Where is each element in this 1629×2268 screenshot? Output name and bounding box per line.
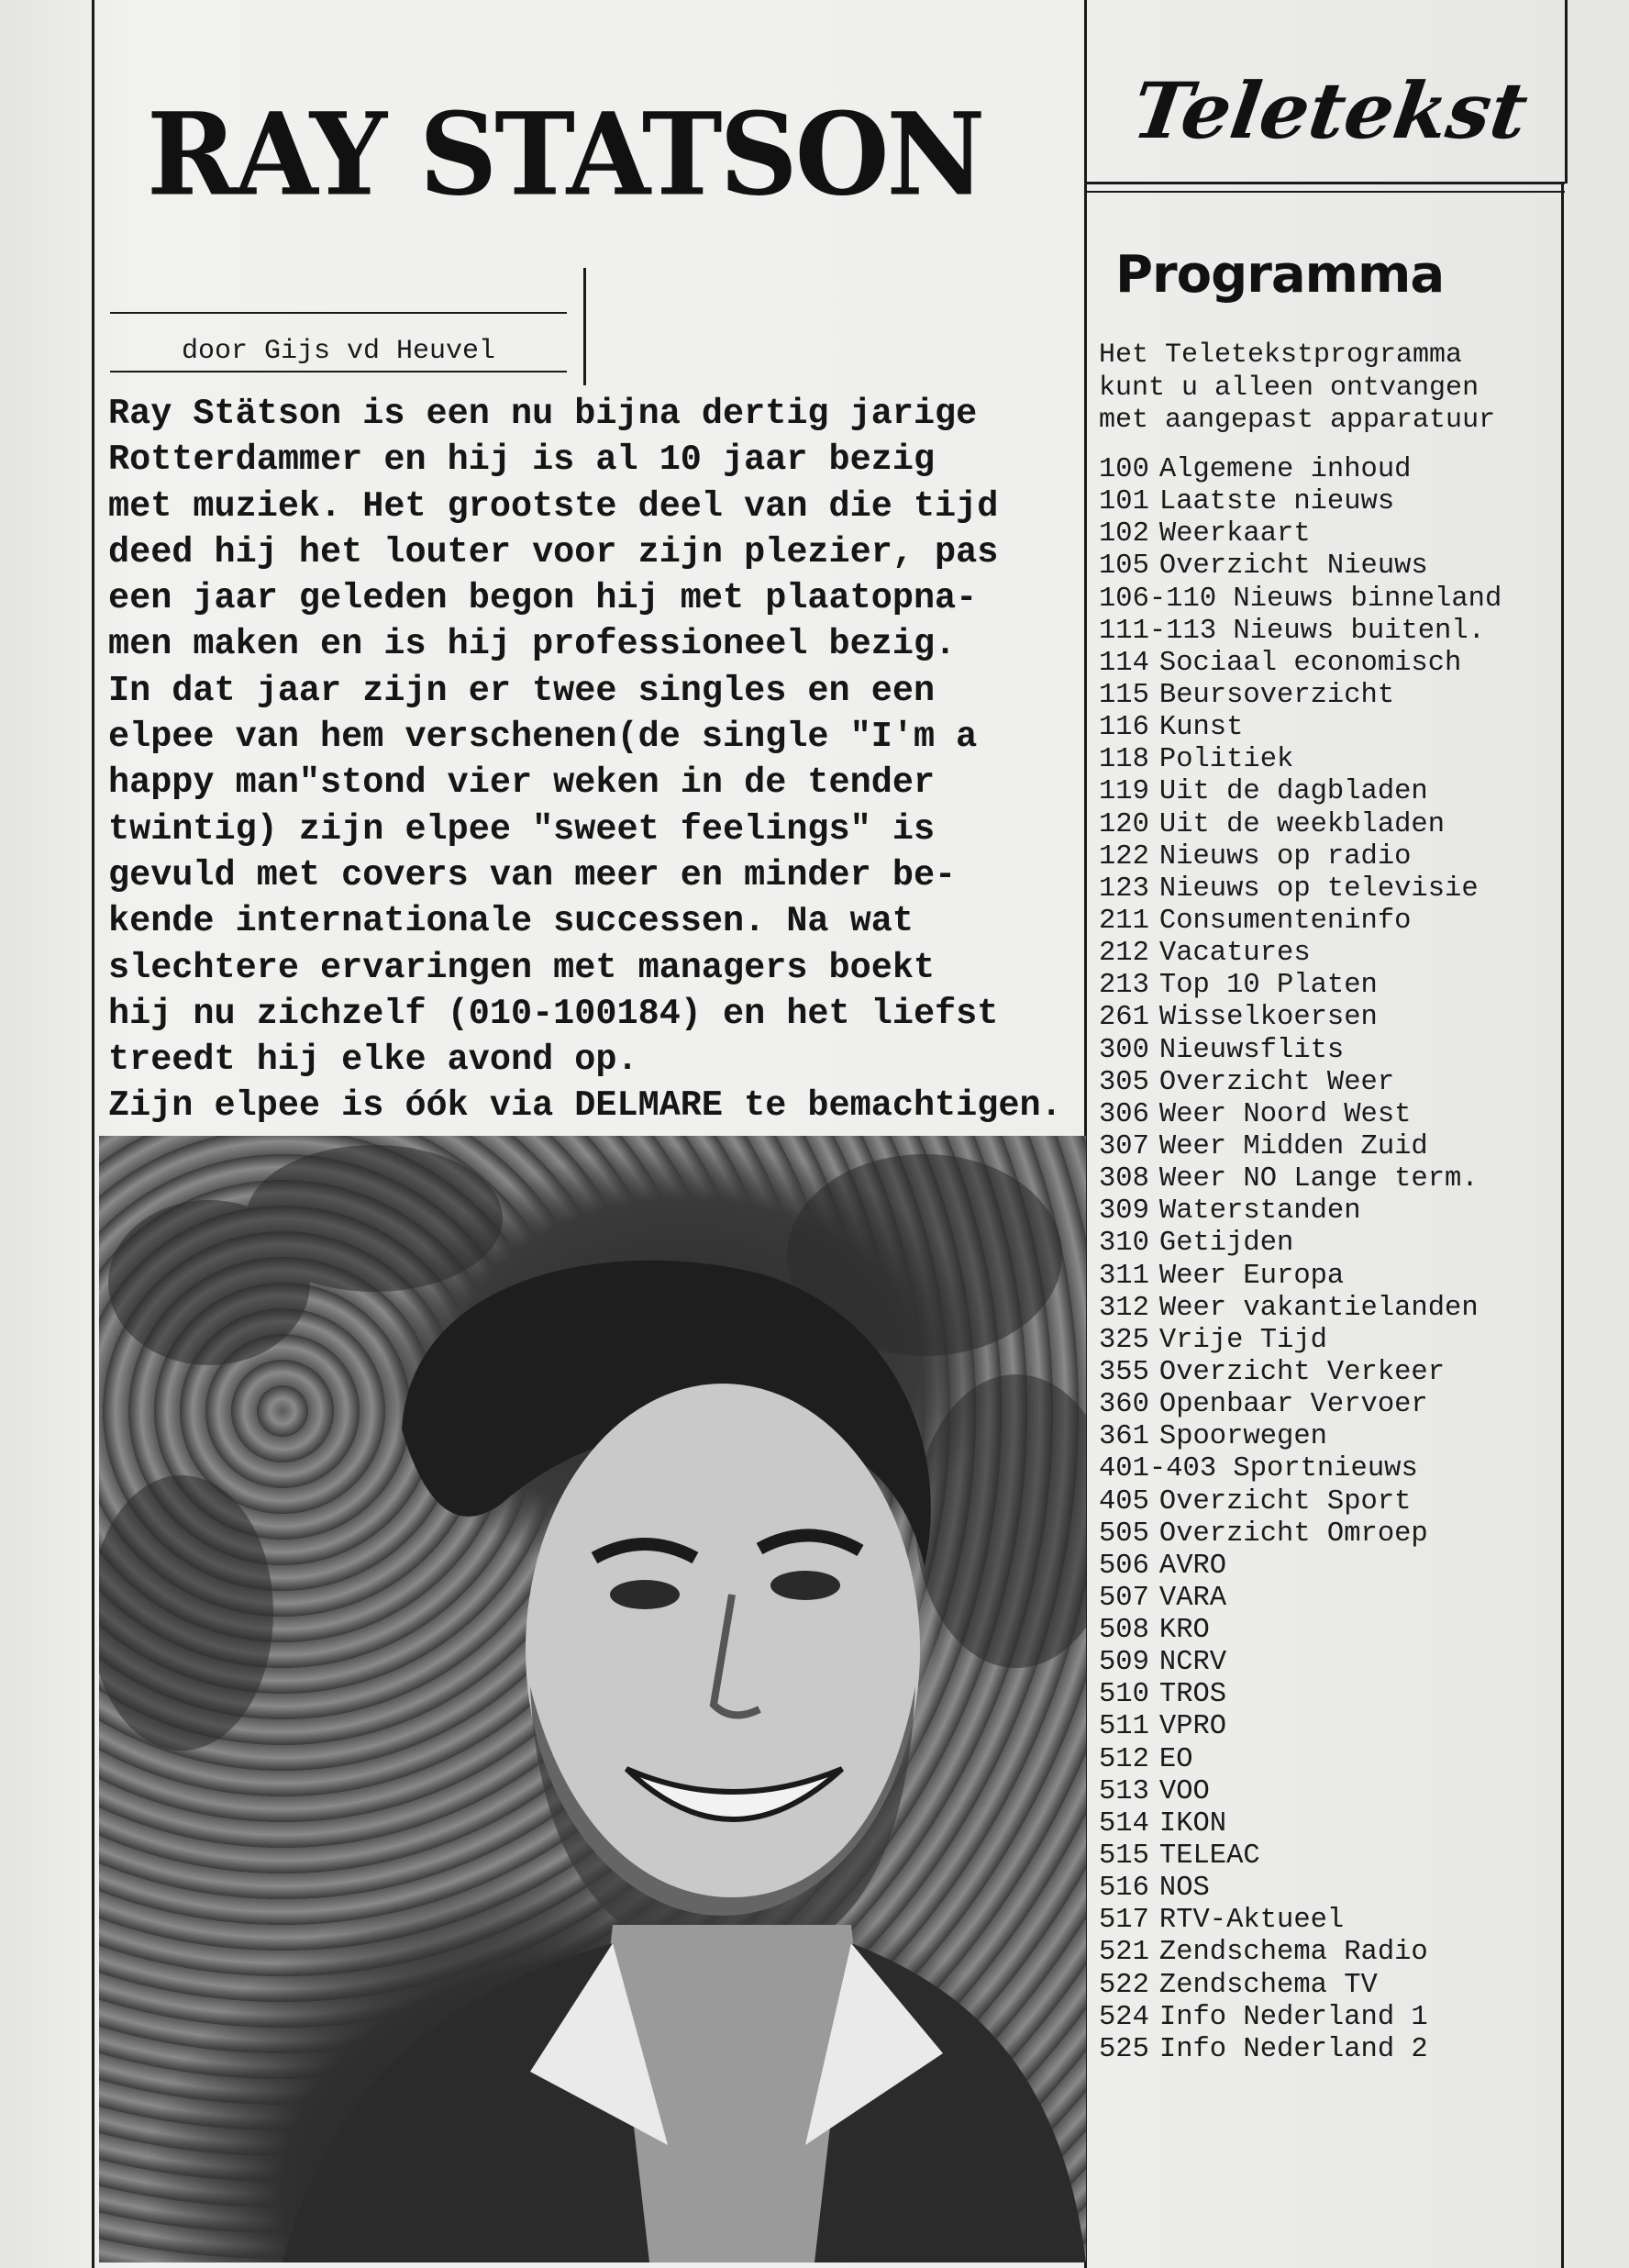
- page-label: Info Nederland 2: [1158, 2033, 1428, 2065]
- teletekst-page-item: [1099, 680, 1576, 712]
- teletekst-page-item: [1099, 1035, 1576, 1067]
- teletekst-page-item: [1099, 1937, 1576, 1969]
- teletekst-page-item: [1099, 1551, 1576, 1583]
- page-number: 508: [1099, 1615, 1149, 1647]
- page-label: Kunst: [1158, 712, 1244, 744]
- page-number: 308: [1099, 1163, 1149, 1195]
- intro-line: Het Teletekstprogramma: [1099, 339, 1463, 371]
- teletekst-page-item: [1099, 1711, 1576, 1743]
- article-line: men maken en is hij professioneel bezig.: [108, 624, 957, 665]
- page-number: 105: [1099, 550, 1149, 583]
- teletekst-page-item: [1099, 1421, 1576, 1453]
- page-label: Weer Noord West: [1158, 1098, 1412, 1130]
- page-title: RAY STATSON: [147, 86, 983, 221]
- page-label: Algemene inhoud: [1158, 454, 1412, 485]
- programma-intro: [1099, 339, 1576, 438]
- page-number: 514: [1099, 1807, 1149, 1840]
- article-line: hij nu zichzelf (010-100184) en het liefst: [108, 993, 999, 1034]
- article-line: Rotterdammer en hij is al 10 jaar bezig: [108, 439, 936, 481]
- teletekst-page-item: [1099, 1970, 1576, 2002]
- teletekst-page-item: [1099, 970, 1576, 1002]
- page-label: VPRO: [1158, 1711, 1227, 1743]
- teletekst-page-item: [1099, 1067, 1576, 1099]
- teletekst-page-item: [1099, 744, 1576, 776]
- teletekst-page-item: [1099, 1131, 1576, 1163]
- page-label: Vrije Tijd: [1158, 1324, 1327, 1356]
- teletekst-page-item: [1099, 873, 1576, 906]
- page-number: 261: [1099, 1002, 1149, 1034]
- right-frame-line: [1565, 0, 1568, 183]
- page-label: NOS: [1158, 1873, 1210, 1905]
- page-label: VARA: [1158, 1582, 1227, 1614]
- teletekst-page-item: [1099, 1615, 1576, 1647]
- teletekst-page-item: [1099, 1486, 1576, 1518]
- page-label: IKON: [1158, 1807, 1227, 1840]
- page-label: AVRO: [1158, 1550, 1227, 1582]
- page-label: Zendschema Radio: [1158, 1937, 1428, 1969]
- teletekst-page-item: [1099, 1518, 1576, 1551]
- page-label: Weer vakantielanden: [1158, 1292, 1479, 1324]
- teletekst-page-item: [1099, 712, 1576, 744]
- article-line: happy man"stond vier weken in de tender: [108, 762, 936, 804]
- page-label: Wisselkoersen: [1158, 1002, 1378, 1034]
- page-label: Vacatures: [1158, 938, 1311, 970]
- teletekst-page-item: [1099, 841, 1576, 873]
- intro-line: kunt u alleen ontvangen: [1099, 372, 1479, 404]
- page-label: Beursoverzicht: [1158, 679, 1395, 711]
- teletekst-page-item: [1099, 1389, 1576, 1421]
- teletekst-page-item: [1099, 938, 1576, 970]
- teletekst-page-item: [1099, 1647, 1576, 1679]
- page-number: 521: [1099, 1937, 1149, 1969]
- page-number: 212: [1099, 938, 1149, 970]
- header-rule-double: [1084, 191, 1565, 193]
- article-line: twintig) zijn elpee "sweet feelings" is: [108, 808, 936, 850]
- page-number: 510: [1099, 1679, 1149, 1711]
- page-label: VOO: [1158, 1775, 1210, 1807]
- article-line: treedt hij elke avond op.: [108, 1040, 638, 1081]
- page-label: NCRV: [1158, 1647, 1227, 1679]
- page-number: 307: [1099, 1130, 1149, 1162]
- page-label: Overzicht Sport: [1158, 1485, 1412, 1518]
- page-label: Openbaar Vervoer: [1158, 1389, 1428, 1421]
- teletekst-page-item: [1099, 2034, 1576, 2066]
- teletekst-page-item: [1099, 486, 1576, 518]
- page-number: 312: [1099, 1292, 1149, 1324]
- page-label: Laatste nieuws: [1158, 486, 1395, 518]
- page-number: 525: [1099, 2033, 1149, 2065]
- page-number: 300: [1099, 1034, 1149, 1066]
- teletekst-page-item: [1099, 1357, 1576, 1389]
- programma-heading: Programma: [1115, 245, 1445, 305]
- teletekst-page-item: [1099, 1840, 1576, 1873]
- byline-top-rule: [110, 312, 567, 314]
- teletekst-page-item: [1099, 1163, 1576, 1195]
- page-label: EO: [1158, 1743, 1193, 1775]
- page-number: 522: [1099, 1969, 1149, 2001]
- teletekst-page-item: [1099, 1293, 1576, 1325]
- page-label: Zendschema TV: [1158, 1969, 1378, 2001]
- left-frame-line: [92, 0, 94, 2268]
- page-number: 325: [1099, 1324, 1149, 1356]
- page-label: Weer Europa: [1158, 1260, 1345, 1292]
- teletekst-page-item: [1099, 1325, 1576, 1357]
- page-label: Waterstanden: [1158, 1195, 1361, 1228]
- teletekst-page-item: [1099, 1099, 1576, 1131]
- article-line: met muziek. Het grootste deel van die tijd: [108, 485, 999, 527]
- teletekst-page-item: [1099, 1905, 1576, 1937]
- portrait-illustration: [99, 1136, 1086, 2262]
- byline-bottom-rule: [110, 371, 567, 372]
- page-label: Getijden: [1158, 1228, 1294, 1260]
- teletekst-page-list: [1099, 454, 1576, 2066]
- teletekst-page-item: [1099, 1583, 1576, 1615]
- page-number: 115: [1099, 679, 1149, 711]
- teletekst-page-item: [1099, 776, 1576, 808]
- page-label: Weerkaart: [1158, 518, 1311, 550]
- teletekst-page-item: [1099, 1808, 1576, 1840]
- header-rule: [1084, 182, 1565, 184]
- page-label: Info Nederland 1: [1158, 2001, 1428, 2033]
- teletekst-page-item: [1099, 584, 1576, 616]
- teletekst-page-item: [1099, 616, 1576, 648]
- article-body: [108, 391, 1080, 1129]
- page-number: 106-110: [1099, 583, 1217, 615]
- teletekst-page-item: [1099, 1195, 1576, 1228]
- article-line: slechtere ervaringen met managers boekt: [108, 947, 936, 988]
- page-number: 114: [1099, 647, 1149, 679]
- page-label: Spoorwegen: [1158, 1421, 1327, 1453]
- page-label: Weer NO Lange term.: [1158, 1163, 1479, 1195]
- page-number: 517: [1099, 1905, 1149, 1937]
- page-number: 306: [1099, 1098, 1149, 1130]
- page-number: 360: [1099, 1389, 1149, 1421]
- page-number: 120: [1099, 808, 1149, 840]
- page-number: 311: [1099, 1260, 1149, 1292]
- page-label: Overzicht Verkeer: [1158, 1356, 1446, 1388]
- page-number: 116: [1099, 712, 1149, 744]
- page-number: 100: [1099, 454, 1149, 485]
- page-number: 506: [1099, 1550, 1149, 1582]
- portrait-photo: [99, 1136, 1086, 2262]
- page-label: Overzicht Omroep: [1158, 1518, 1428, 1550]
- teletekst-page-item: [1099, 454, 1576, 486]
- article-line: Zijn elpee is óók via DELMARE te bemachtigen.: [108, 1085, 1062, 1127]
- page-number: 512: [1099, 1743, 1149, 1775]
- teletekst-page-item: [1099, 1228, 1576, 1260]
- teletekst-page-item: [1099, 1679, 1576, 1711]
- intro-line: met aangepast apparatuur: [1099, 405, 1496, 436]
- page-label: Consumenteninfo: [1158, 905, 1412, 937]
- page-number: 524: [1099, 2001, 1149, 2033]
- page-number: 305: [1099, 1066, 1149, 1098]
- page-label: Uit de dagbladen: [1158, 776, 1428, 808]
- page-label: RTV-Aktueel: [1158, 1905, 1345, 1937]
- page-number: 101: [1099, 486, 1149, 518]
- teletekst-page-item: [1099, 1002, 1576, 1034]
- page-label: Overzicht Nieuws: [1158, 550, 1428, 583]
- byline-side-rule: [583, 268, 586, 385]
- teletekst-logo: Teletekst: [1127, 65, 1534, 156]
- page-label: KRO: [1158, 1615, 1210, 1647]
- teletekst-page-item: [1099, 550, 1576, 583]
- page-number: 511: [1099, 1711, 1149, 1743]
- page-label: TROS: [1158, 1679, 1227, 1711]
- article-line: een jaar geleden begon hij met plaatopna-: [108, 578, 978, 619]
- page-label: Weer Midden Zuid: [1158, 1130, 1428, 1162]
- teletekst-page-item: [1099, 906, 1576, 938]
- page-number: 102: [1099, 518, 1149, 550]
- teletekst-page-item: [1099, 648, 1576, 680]
- page-label: Sociaal economisch: [1158, 647, 1462, 679]
- page-number: 211: [1099, 905, 1149, 937]
- article-line: deed hij het louter voor zijn plezier, pas: [108, 531, 999, 573]
- page-label: Nieuws op televisie: [1158, 873, 1479, 905]
- page-number: 361: [1099, 1421, 1149, 1453]
- teletekst-page-item: [1099, 1744, 1576, 1776]
- article-line: In dat jaar zijn er twee singles en een: [108, 670, 936, 711]
- teletekst-page-item: [1099, 1261, 1576, 1293]
- page-number: 513: [1099, 1775, 1149, 1807]
- byline: door Gijs vd Heuvel: [181, 336, 496, 367]
- page-number: 509: [1099, 1647, 1149, 1679]
- page-number: 123: [1099, 873, 1149, 905]
- teletekst-page-item: [1099, 1776, 1576, 1808]
- page-number: 401-403: [1099, 1453, 1217, 1485]
- page-number: 310: [1099, 1228, 1149, 1260]
- page-number: 505: [1099, 1518, 1149, 1550]
- page-number: 118: [1099, 744, 1149, 776]
- page-number: 515: [1099, 1840, 1149, 1873]
- page-label: Top 10 Platen: [1158, 970, 1378, 1002]
- page-number: 119: [1099, 776, 1149, 808]
- page-label: Sportnieuws: [1233, 1453, 1418, 1485]
- teletekst-page-item: [1099, 518, 1576, 550]
- page-label: Nieuws binneland: [1233, 583, 1502, 615]
- page-label: Nieuws buitenl.: [1233, 615, 1485, 647]
- page-number: 405: [1099, 1485, 1149, 1518]
- teletekst-page-item: [1099, 1453, 1576, 1485]
- teletekst-page-item: [1099, 1873, 1576, 1905]
- page-number: 507: [1099, 1582, 1149, 1614]
- page-label: Politiek: [1158, 744, 1294, 776]
- teletekst-page-item: [1099, 809, 1576, 841]
- teletekst-page-item: [1099, 2002, 1576, 2034]
- article-line: Ray Stätson is een nu bijna dertig jarige: [108, 394, 978, 434]
- page-number: 309: [1099, 1195, 1149, 1228]
- article-line: elpee van hem verschenen(de single "I'm a: [108, 717, 978, 758]
- page-number: 111-113: [1099, 615, 1217, 647]
- article-line: kende internationale successen. Na wat: [108, 901, 914, 942]
- page-label: Nieuws op radio: [1158, 840, 1412, 873]
- article-line: gevuld met covers van meer en minder be-: [108, 854, 957, 895]
- page-label: TELEAC: [1158, 1840, 1260, 1873]
- page-number: 213: [1099, 970, 1149, 1002]
- page-label: Overzicht Weer: [1158, 1066, 1395, 1098]
- page-number: 355: [1099, 1356, 1149, 1388]
- page-label: Uit de weekbladen: [1158, 808, 1446, 840]
- page-number: 516: [1099, 1873, 1149, 1905]
- page-number: 122: [1099, 840, 1149, 873]
- page-label: Nieuwsflits: [1158, 1034, 1345, 1066]
